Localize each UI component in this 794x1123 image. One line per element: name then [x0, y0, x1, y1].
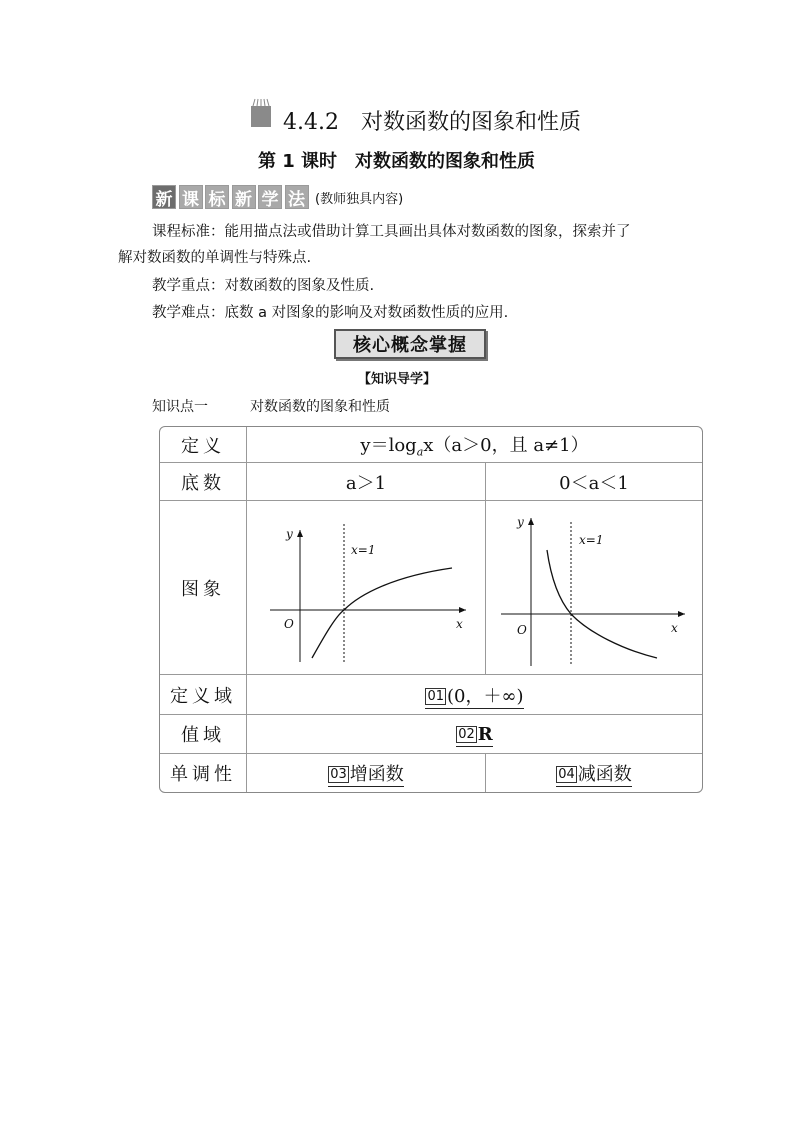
blank-number-tag: 01	[427, 688, 445, 704]
table-row	[160, 427, 702, 463]
base-lt1-cell: 0＜a＜1	[486, 463, 702, 501]
book-icon	[249, 98, 273, 128]
log-function-properties-table	[159, 426, 703, 793]
graph-decreasing-cell	[486, 501, 702, 675]
definition-subscript: a	[416, 445, 424, 459]
curriculum-standard-line2: 解对数函数的单调性与特殊点.	[118, 250, 312, 266]
y-axis-label: y	[517, 514, 524, 529]
blank-number-tag: 03	[330, 767, 347, 782]
monotonicity-increasing-cell	[247, 754, 486, 792]
table-row	[160, 754, 702, 792]
monotonicity-decreasing-cell	[486, 754, 702, 792]
increasing-value: 增函数	[349, 764, 404, 785]
table-row	[160, 501, 702, 675]
x-equals-1-label: x=1	[351, 542, 376, 557]
decreasing-value: 减函数	[577, 764, 632, 785]
badge-char: 法	[285, 185, 309, 209]
curriculum-standard-line1: 课程标准：能用描点法或借助计算工具画出具体对数函数的图象，探索并了	[152, 224, 631, 240]
guide-heading: 【知识导学】	[357, 372, 436, 387]
row-label-definition: 定义	[160, 427, 247, 463]
badge-char: 课	[179, 185, 203, 209]
row-label-graph: 图象	[160, 501, 247, 675]
new-curriculum-badge	[152, 183, 403, 211]
lesson-title: 第 1 课时 对数函数的图象和性质	[258, 151, 536, 172]
graph-increasing	[256, 508, 476, 668]
table-row	[160, 715, 702, 754]
blank-number-tag: 04	[558, 767, 575, 782]
badge-note: (教师独具内容)	[315, 191, 404, 207]
badge-char: 新	[152, 185, 176, 209]
x-axis-label: x	[671, 620, 678, 635]
row-label-range: 值域	[160, 715, 247, 754]
domain-value: (0，＋∞)	[447, 685, 524, 707]
definition-formula-rest: x（a＞0，且 a≠1）	[423, 434, 589, 456]
row-label-domain: 定义域	[160, 675, 247, 715]
definition-formula-head: y＝log	[360, 434, 417, 456]
teaching-key-point: 教学重点：对数函数的图象及性质.	[152, 278, 375, 294]
origin-label: O	[284, 616, 294, 631]
x-equals-1-label: x=1	[579, 532, 604, 547]
x-axis-label: x	[456, 616, 463, 631]
badge-char: 新	[232, 185, 256, 209]
origin-label: O	[517, 622, 527, 637]
row-label-monotonicity: 单调性	[160, 754, 247, 792]
base-gt1-cell: a＞1	[247, 463, 486, 501]
graph-increasing-cell	[247, 501, 486, 675]
blank-number-tag: 02	[458, 726, 475, 742]
graph-decreasing	[489, 508, 699, 668]
definition-cell	[247, 427, 702, 463]
teaching-difficulty: 教学难点：底数 a 对图象的影响及对数函数性质的应用.	[152, 305, 509, 321]
core-concept-box: 核心概念掌握	[334, 329, 486, 359]
row-label-base: 底数	[160, 463, 247, 501]
table-row	[160, 463, 702, 501]
section-title: 4.4.2 对数函数的图象和性质	[283, 110, 581, 135]
badge-char: 学	[258, 185, 282, 209]
y-axis-label: y	[286, 526, 293, 541]
badge-char: 标	[205, 185, 229, 209]
knowledge-point-title: 知识点一 对数函数的图象和性质	[152, 399, 390, 415]
range-cell	[247, 715, 702, 754]
range-value: R	[477, 723, 493, 745]
table-row	[160, 675, 702, 715]
domain-cell	[247, 675, 702, 715]
